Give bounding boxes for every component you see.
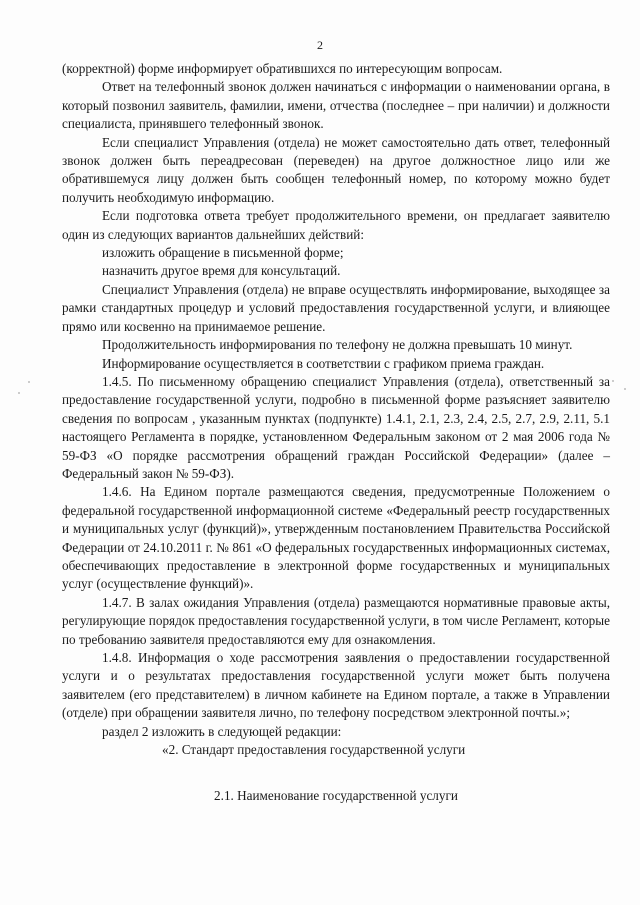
paragraph: Специалист Управления (отдела) не вправе осуществлять информирование, выходящее за рамки стандартных процедур и условий предоставления государственной услуги, и влияющее прямо или косвенно на принимаемое решение.	[62, 281, 610, 334]
paragraph: 1.4.7. В залах ожидания Управления (отдела) размещаются нормативные правовые акты, регулирующие порядок предоставления государственной услуги, в том числе Регламент, которые по требованию заявителя предоставляются ему для ознакомления.	[62, 594, 610, 647]
paragraph: Если специалист Управления (отдела) не может самостоятельно дать ответ, телефонный звонок должен быть переадресован (переведен) на другое должностное лицо или же обратившемуся лицу должен быть сообщен телефонный номер, по которому можно будет получить необходимую информацию.	[62, 134, 610, 205]
paragraph: Информирование осуществляется в соответствии с графиком приема граждан.	[102, 355, 545, 371]
section-heading: «2. Стандарт предоставления государственной услуги	[162, 742, 466, 758]
paragraph: 1.4.8. Информация о ходе рассмотрения заявления о предоставлении государственной услуги и о результатах предоставления государственной услуги может быть получена заявителем (его представителем) в личном кабинете на Едином портале, а также в Управлении (отделе) при обращении заявителя лично, по телефону посредством электронной почты.»;	[62, 650, 610, 721]
paragraph: Если подготовка ответа требует продолжительного времени, он предлагает заявителю один из следующих вариантов дальнейших действий:	[62, 208, 610, 242]
paragraph: (корректной) форме информирует обратившихся по интересующим вопросам.	[62, 61, 503, 76]
scan-speck	[612, 380, 614, 382]
paragraph: 1.4.6. На Едином портале размещаются сведения, предусмотренные Положением о федеральной государственной информационной системе «Федеральный реестр государственных и муниципальных услуг (функций)», утвержденным постановлением Правительства Российской Федерации от 24.10.2011 г. № 861 «О федеральных государственных информационных системах, обеспечивающих предоставление в электронной форме государственных и муниципальных услуг (осуществление функций)».	[62, 484, 610, 592]
subsection-heading: 2.1. Наименование государственной услуги	[214, 788, 458, 804]
paragraph: раздел 2 изложить в следующей редакции:	[102, 723, 342, 739]
list-item: изложить обращение в письменной форме;	[102, 245, 344, 261]
paragraph: Ответ на телефонный звонок должен начинаться с информации о наименовании органа, в который позвонил заявитель, фамилии, имени, отчества (последнее – при наличии) и должности специалиста, принявшего телефонный звонок.	[62, 79, 610, 132]
scan-speck	[624, 388, 626, 390]
page-number: 2	[317, 38, 323, 52]
paragraph: 1.4.5. По письменному обращению специалист Управления (отдела), ответственный за предоставление государственной услуги, подробно в письменной форме разъясняет заявителю сведения по вопросам , указанным пунктах (подпункте) 1.4.1, 2.1, 2.3, 2.4, 2.5, 2.7, 2.9, 2.11, 5.1 настоящего Регламента в порядке, установленном Федеральным законом от 2 мая 2006 года № 59-ФЗ «О порядке рассмотрения обращений граждан Российской Федерации» (далее – Федеральный закон № 59-ФЗ).	[62, 373, 610, 481]
paragraph: Продолжительность информирования по телефону не должна превышать 10 минут.	[102, 337, 573, 353]
scan-speck	[28, 381, 30, 383]
document-body	[62, 60, 610, 806]
list-item: назначить другое время для консультаций.	[102, 263, 341, 279]
scan-speck	[18, 392, 20, 394]
